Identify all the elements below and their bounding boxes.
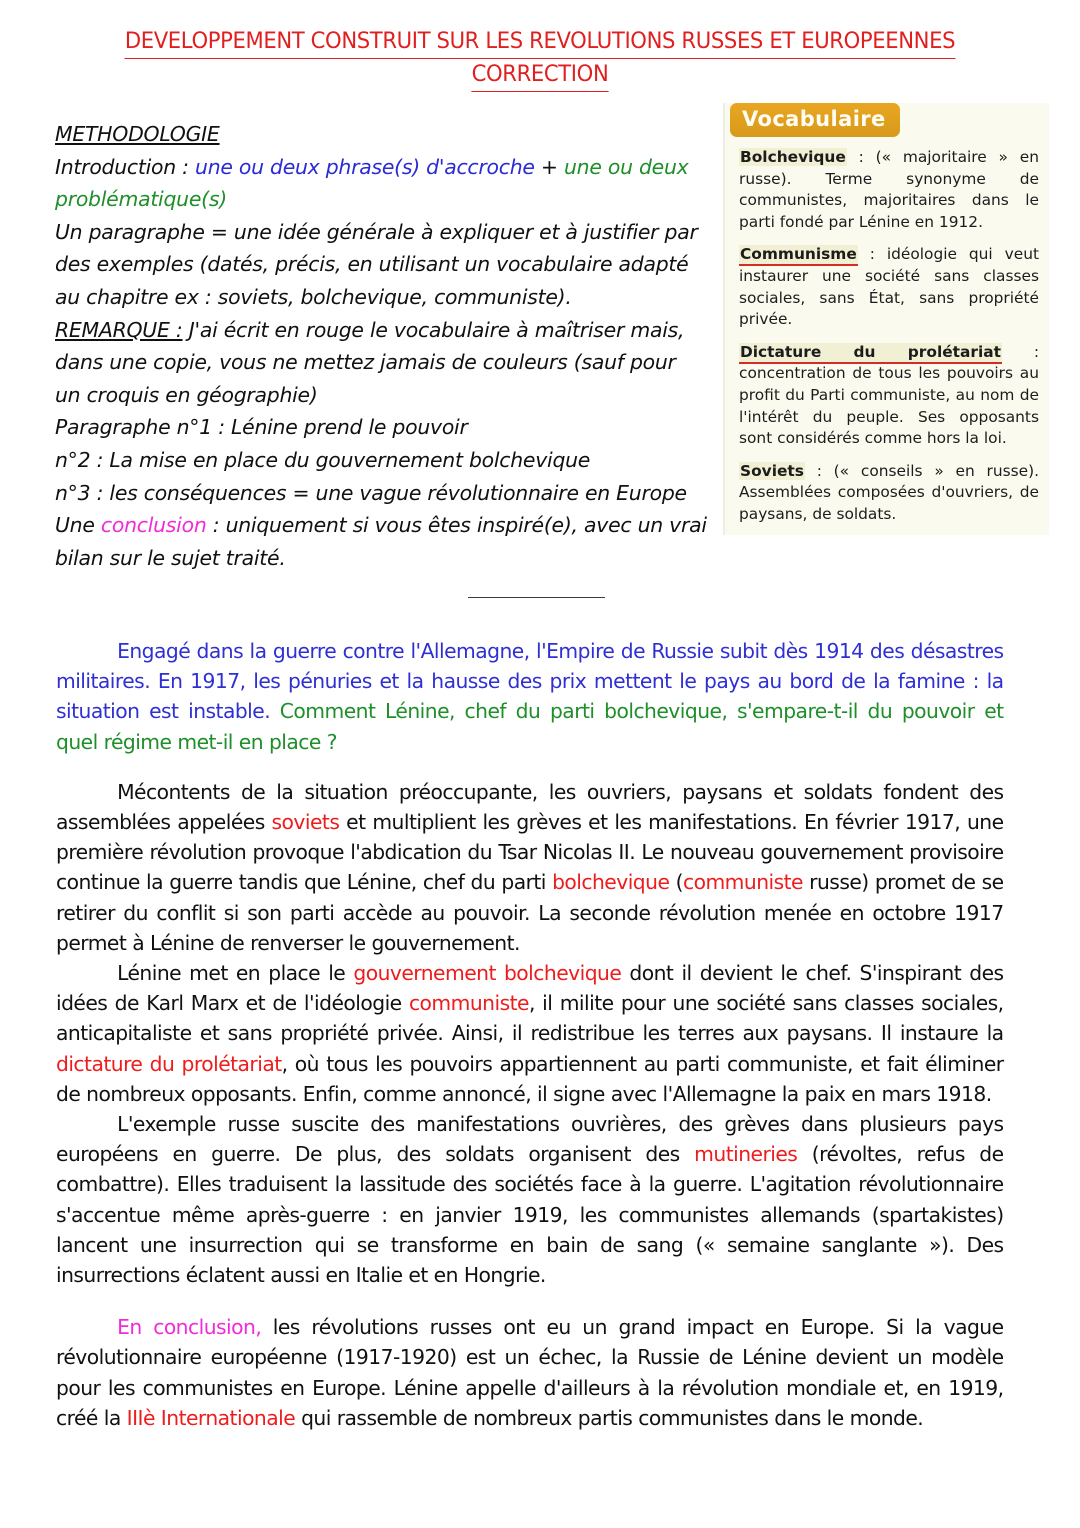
methodology-conclusion-note [55,509,707,574]
vocabulaire-definition: : idéologie qui veut instaurer une société sans classes sociales, sans État, sans propriété privée. [739,245,1039,329]
methodology-paragraph-rule: Un paragraphe = une idée générale à expliquer et à justifier par des exemples (datés, précis, en utilisant un vocabulaire adapté au chapitre ex : soviets, bolchevique, communiste). [55,219,698,309]
conclusion-keyword: conclusion [100,513,207,538]
p1-a: Mécontents de la situation préoccupante, les ouvriers, paysans et soldats fondent des assemblées appelées [56,779,1004,835]
vocabulaire-entries [739,147,1039,526]
keyword-troisieme-internationale: IIIè Internationale [126,1405,296,1430]
keyword-soviets: soviets [271,810,340,835]
introduction-label: Introduction : [55,154,189,179]
concl-a: les révolutions russes ont eu un grand impact en Europe. Si la vague révolutionnaire européenne (1917-1920) est un échec, la Russie de Lénine devient un modèle pour les communistes en Europe. Lénine appelle d'ailleurs à la révolution mondiale et, en 1919, créé la [56,1315,1004,1430]
p2-b: dont il devient le chef. S'inspirant des idées de Karl Marx et de l'idéologie [56,961,1004,1016]
paragraph-2 [56,958,1004,1109]
vocabulaire-definition: : (« conseils » en russe). Assemblées composées d'ouvriers, de paysans, de soldats. [739,461,1039,523]
paragraph-3 [56,1109,1004,1290]
concl-b: qui rassemble de nombreux partis communistes dans le monde. [295,1405,924,1430]
keyword-mutineries: mutineries [694,1142,798,1167]
methodology-remark [55,314,707,412]
methodology-introduction-line [55,151,707,216]
conclusion-pre: Une [55,513,95,538]
p1-d: russe) promet de se retirer du conflit si son parti accède au pouvoir. La seconde révolution menée en octobre 1917 permet à Lénine de renverser le gouvernement. [56,870,1004,955]
vocabulaire-box [723,103,1049,535]
conclusion-post: : uniquement si vous êtes inspiré(e), avec un vrai bilan sur le sujet traité. [55,513,707,570]
methodology-plan-3: n°3 : les conséquences = une vague révolutionnaire en Europe [55,480,687,505]
p3-a: L'exemple russe suscite des manifestations ouvrières, des grèves dans plusieurs pays européens en guerre. De plus, des soldats organisent des [56,1112,1004,1167]
paragraph-conclusion [56,1312,1004,1433]
intro-context: Engagé dans la guerre contre l'Allemagne, l'Empire de Russie subit dès 1914 des désastres militaires. En 1917, les pénuries et la hausse des prix mettent le pays au bord de la famine : la situation est instable. [56,639,1004,724]
keyword-communiste-2: communiste [408,991,529,1016]
introduction-hook: une ou deux phrase(s) d'accroche [195,154,535,179]
paragraph-1 [56,777,1004,958]
keyword-communiste: communiste [682,870,803,895]
vocabulaire-entry [739,147,1039,233]
methodology-plan-2: n°2 : La mise en place du gouvernement bolchevique [55,447,591,472]
intro-question: Comment Lénine, chef du parti bolchevique, s'empare-t-il du pouvoir et quel régime met-il en place ? [56,699,1004,754]
paragraph-introduction [56,636,1004,757]
keyword-gouvernement-bolchevique: gouvernement bolchevique [353,961,622,986]
keyword-bolchevique: bolchevique [552,870,670,895]
vocabulaire-definition: : concentration de tous les pouvoirs au profit du Parti communiste, au nom de l'intérêt du peuple. Ses opposants sont considérés comme hors la loi. [739,342,1039,448]
vocabulaire-definition: : (« majoritaire » en russe). Terme synonyme de communistes, majoritaires dans le parti fondé par Lénine en 1912. [739,148,1039,231]
methodology-heading: METHODOLOGIE [55,122,220,146]
vocabulaire-term: Soviets [740,461,804,480]
p2-d: , où tous les pouvoirs appartiennent au parti communiste, et fait éliminer de nombreux opposants. Enfin, comme annoncé, il signe avec l'Allemagne la paix en mars 1918. [56,1051,1004,1106]
methodology-plan-1: Paragraphe n°1 : Lénine prend le pouvoir [55,415,468,440]
section-divider [468,597,605,598]
vocabulaire-entry [739,342,1039,450]
introduction-plus: + [540,154,558,179]
title-line-1: DEVELOPPEMENT CONSTRUIT SUR LES REVOLUTIONS RUSSES ET EUROPEENNES [125,26,955,59]
p1-c: ( [669,870,683,895]
conclusion-opener: En conclusion, [117,1315,262,1340]
p2-c: , il milite pour une société sans classes sociales, anticapitaliste et sans propriété privée. Ainsi, il redistribue les terres aux paysans. Il instaure la [56,991,1004,1046]
page-title [84,26,996,92]
vocabulaire-tab-label: Vocabulaire [730,103,900,137]
remark-label: REMARQUE : [55,317,183,342]
p2-a: Lénine met en place le [117,961,354,986]
vocabulaire-term: Communisme [739,245,858,266]
vocabulaire-term: Dictature du prolétariat [739,343,1002,364]
p3-b: (révoltes, refus de combattre). Elles traduisent la lassitude des sociétés face à la guerre. L'agitation révolutionnaire s'accentue même après-guerre : en janvier 1919, les communistes allemands (spartakistes) lancent une insurrection qui se transforme en bain de sang (« semaine sanglante »). Des insurrections éclatent aussi en Italie et en Hongrie. [56,1142,1004,1288]
p1-b: et multiplient les grèves et les manifestations. En février 1917, une première révolution provoque l'abdication du Tsar Nicolas II. Le nouveau gouvernement provisoire continue la guerre tandis que Lénine, chef du parti [56,810,1004,895]
keyword-dictature-proletariat: dictature du prolétariat [56,1051,282,1076]
introduction-problematic: une ou deux problématique(s) [55,154,689,212]
methodology-section [55,118,707,574]
essay-body [56,636,1004,1433]
vocabulaire-entry [739,244,1039,330]
vocabulaire-entry [739,461,1039,526]
vocabulaire-term: Bolchevique [740,148,846,166]
remark-text: J'ai écrit en rouge le vocabulaire à maîtriser mais, dans une copie, vous ne mettez jamais de couleurs (sauf pour un croquis en géographie) [55,317,685,407]
title-line-2: CORRECTION [472,59,609,92]
